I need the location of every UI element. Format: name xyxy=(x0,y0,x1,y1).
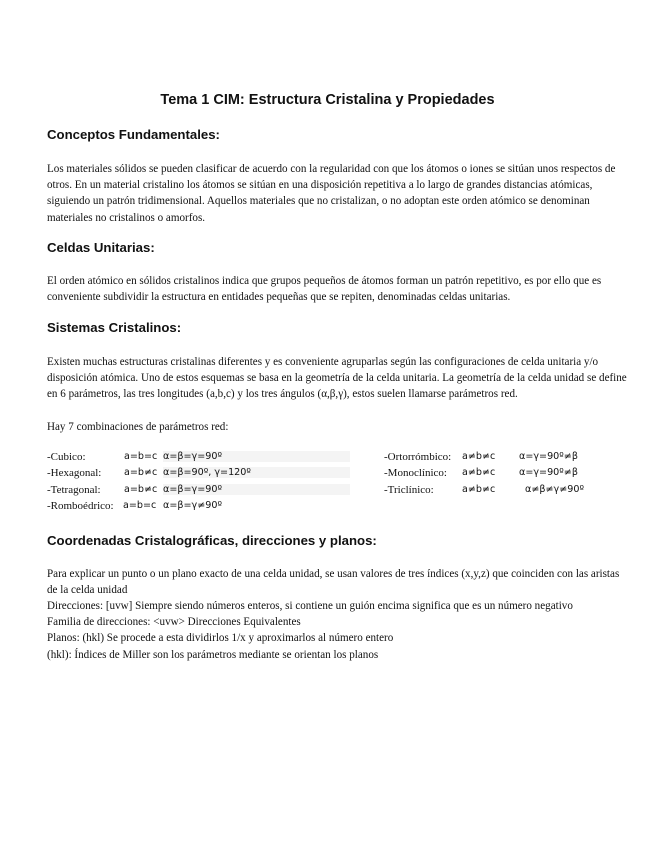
table-row xyxy=(47,467,607,483)
system-lengths: a≠b≠c xyxy=(462,467,496,479)
table-row xyxy=(47,451,607,467)
line-indices-miller: (hkl): Índices de Miller son los parámetros mediante se orientan los planos xyxy=(47,648,379,661)
system-angles: α=β=90º, γ=120º xyxy=(163,467,350,478)
line-familia: Familia de direcciones: <uvw> Direcciones Equivalentes xyxy=(47,616,301,629)
heading-conceptos: Conceptos Fundamentales: xyxy=(47,127,220,142)
system-lengths: a≠b≠c xyxy=(462,483,496,495)
system-angles: α=γ=90º≠β xyxy=(519,451,578,462)
system-name: -Tetragonal: xyxy=(47,483,101,496)
paragraph-coordenadas: Para explicar un punto o un plano exacto de una celda unidad, se usan valores de tres índices (x,y,z) que coinciden con las aristas de la celda unidad xyxy=(47,568,620,597)
system-lengths: a=b=c xyxy=(124,451,158,462)
paragraph-celdas: El orden atómico en sólidos cristalinos indica que grupos pequeños de átomos forman un patrón repetitivo, es por ello que es conveniente subdividir la estructura en entidades pequeñas que se repiten, denominadas celdas unitarias. xyxy=(47,275,602,304)
system-angles: α≠β≠γ≠90º xyxy=(525,483,584,495)
system-lengths: a=b≠c xyxy=(124,467,158,479)
system-name: -Ortorrómbico: xyxy=(384,451,452,463)
crystal-systems-table xyxy=(47,451,607,516)
system-angles: α=γ=90º≠β xyxy=(519,467,578,479)
line-planos: Planos: (hkl) Se procede a esta dividirlos 1/x y aproximarlos al número entero xyxy=(47,632,394,645)
table-row xyxy=(47,500,607,516)
heading-celdas: Celdas Unitarias: xyxy=(47,240,155,255)
paragraph-conceptos: Los materiales sólidos se pueden clasificar de acuerdo con la regularidad con que los átomos o iones se sitúan unos respectos de otros. En un material cristalino los átomos se sitúan en una disposición repetitiva a lo largo de grandes distancias atómicas, siguiendo un patrón tridimensional. Aquellos materiales que no cristalizan, o no adoptan este orden atómico se denominan materiales no cristalinos o amorfos. xyxy=(47,163,616,224)
heading-sistemas: Sistemas Cristalinos: xyxy=(47,320,182,335)
system-lengths: a=b=c xyxy=(123,499,157,511)
system-name: -Monoclínico: xyxy=(384,467,447,480)
system-name: -Cubico: xyxy=(47,451,86,463)
system-name: -Hexagonal: xyxy=(47,467,102,480)
system-lengths: a≠b≠c xyxy=(462,451,496,462)
table-row xyxy=(47,484,607,500)
heading-coordenadas: Coordenadas Cristalográficas, direcciones y planos: xyxy=(47,533,377,548)
system-name: -Romboédrico: xyxy=(47,499,114,512)
coordinates-lines xyxy=(47,598,627,663)
system-lengths: a=b≠c xyxy=(124,483,158,495)
system-angles: α=β=γ=90º xyxy=(163,451,350,462)
system-angles: α=β=γ=90º xyxy=(163,484,350,495)
document-title: Tema 1 CIM: Estructura Cristalina y Propiedades xyxy=(160,92,495,108)
paragraph-sistemas: Existen muchas estructuras cristalinas diferentes y es conveniente agruparlas según las configuraciones de celda unitaria y/o disposición atómica. Uno de estos esquemas se basa en la geometría de la celda unitaria. La geometría de la celda unidad se define en 6 parámetros, las tres longitudes (a,b,c) y los tres ángulos (α,β,γ), estos suelen llamarse parámetros red. xyxy=(47,356,627,401)
line-direcciones: Direcciones: [uvw] Siempre siendo números enteros, si contiene un guión encima significa que es un número negativo xyxy=(47,600,573,612)
system-name: -Triclínico: xyxy=(384,483,434,496)
system-angles: α=β=γ≠90º xyxy=(163,499,222,511)
combinations-line: Hay 7 combinaciones de parámetros red: xyxy=(47,421,229,433)
